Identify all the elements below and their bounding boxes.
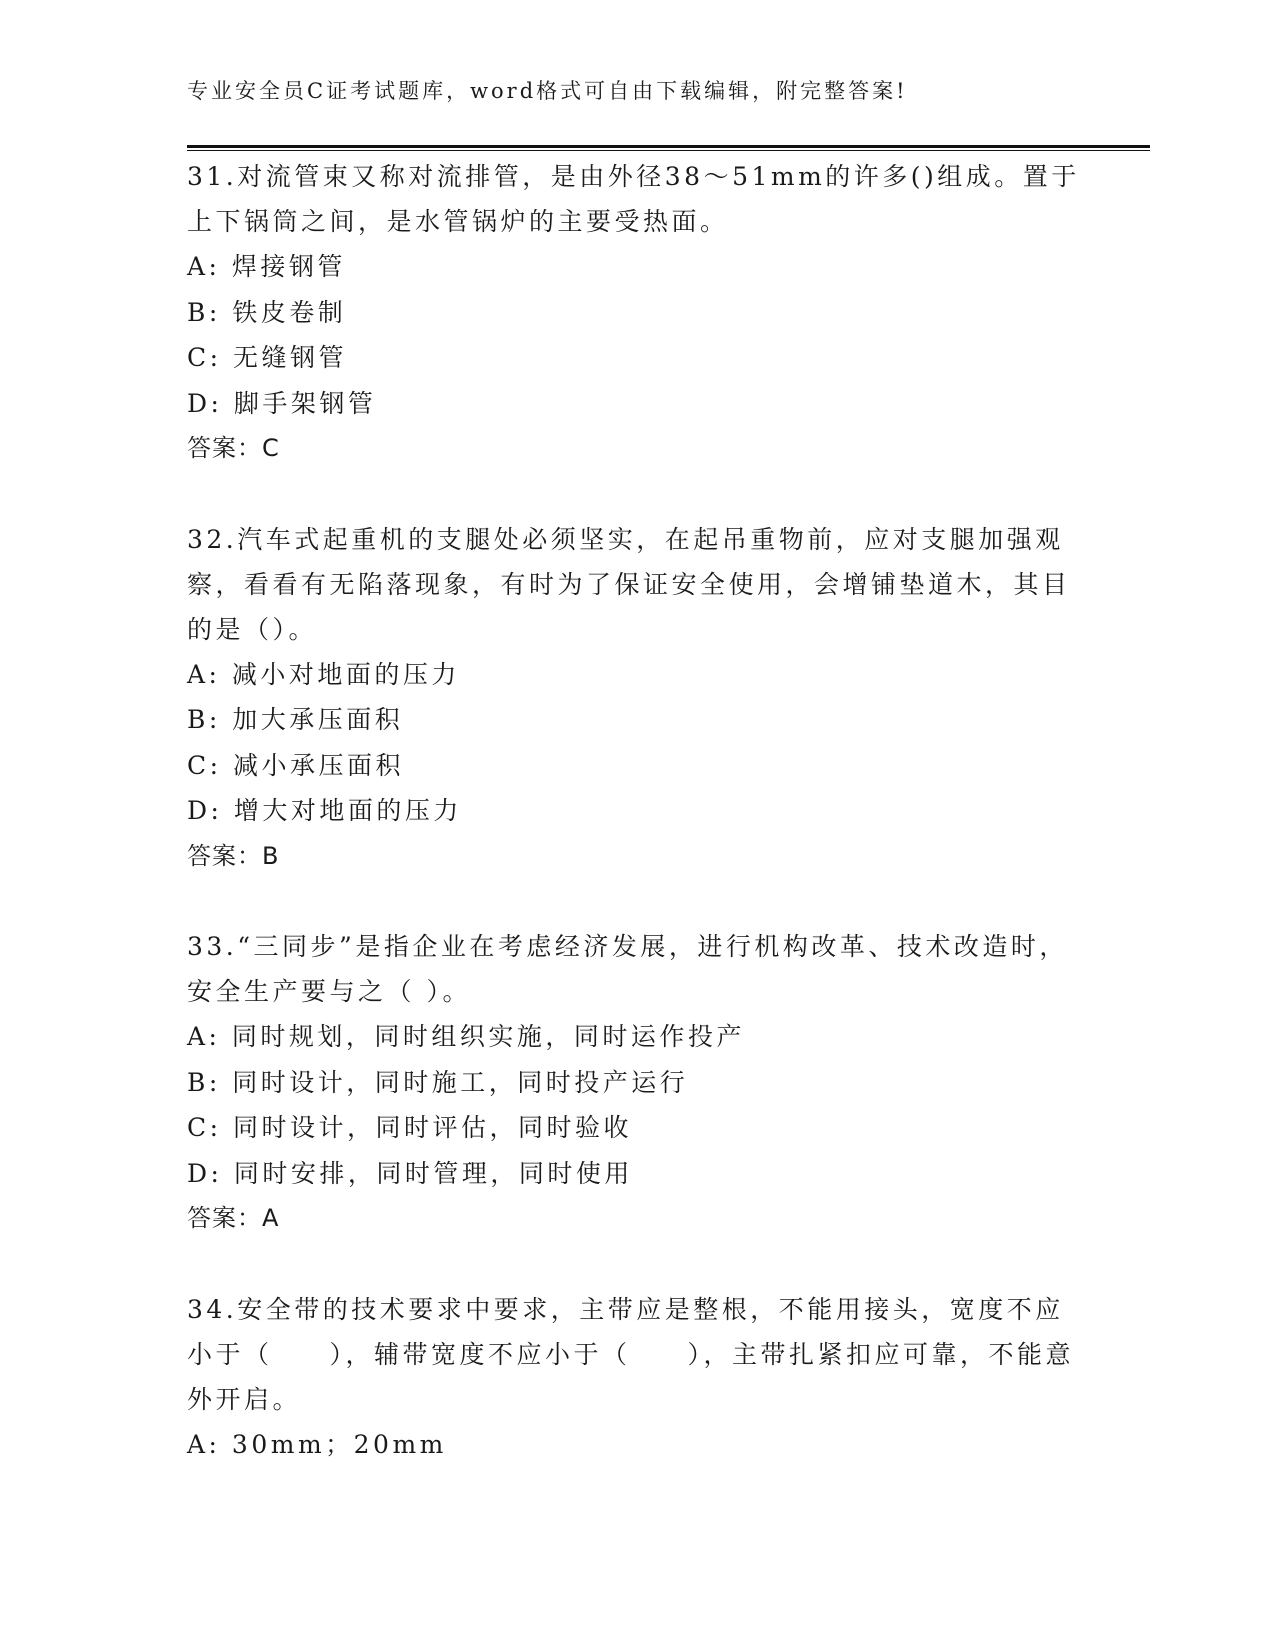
answer-line: 答案：B	[187, 841, 280, 870]
question-stem: 31.对流管束又称对流排管，是由外径38～51mm的许多()组成。置于上下锅筒之间，是水管锅炉的主要受热面。	[187, 162, 1080, 236]
question-34	[187, 1287, 1087, 1468]
option-d: D: 增大对地面的压力	[187, 796, 462, 825]
option-b: B: 加大承压面积	[187, 705, 404, 734]
option-c: C: 减小承压面积	[187, 750, 404, 780]
header-divider-thin	[187, 150, 1150, 151]
option-d: D: 同时安排，同时管理，同时使用	[187, 1158, 633, 1188]
question-stem: 33.“三同步”是指企业在考虑经济发展，进行机构改革、技术改造时，安全生产要与之（ ）。	[187, 932, 1068, 1006]
header-divider	[187, 145, 1150, 148]
question-32	[187, 517, 1087, 880]
option-a: A: 同时规划，同时组织实施，同时运作投产	[187, 1022, 745, 1051]
option-d: D: 脚手架钢管	[187, 388, 377, 418]
question-31	[187, 154, 1087, 472]
page-header: 专业安全员C证考试题库，word格式可自由下载编辑，附完整答案!	[187, 79, 908, 103]
question-stem: 32.汽车式起重机的支腿处必须坚实，在起吊重物前，应对支腿加强观察，看看有无陷落现象，有时为了保证安全使用，会增铺垫道木，其目的是（）。	[187, 524, 1071, 644]
answer-line: 答案：A	[187, 1204, 280, 1232]
option-b: B: 铁皮卷制	[187, 297, 347, 327]
option-a: A: 30mm；20mm	[187, 1429, 447, 1459]
question-stem: 34.安全带的技术要求中要求，主带应是整根，不能用接头，宽度不应小于（ ），辅带宽度不应小于（ ），主带扎紧扣应可靠，不能意外开启。	[187, 1294, 1075, 1414]
option-a: A: 减小对地面的压力	[187, 659, 460, 689]
option-a: A: 焊接钢管	[187, 252, 346, 281]
option-c: C: 无缝钢管	[187, 343, 347, 372]
answer-line: 答案：C	[187, 434, 280, 462]
option-c: C: 同时设计，同时评估，同时验收	[187, 1113, 632, 1142]
option-b: B: 同时设计，同时施工，同时投产运行	[187, 1067, 689, 1097]
question-33	[187, 924, 1087, 1242]
question-list	[187, 154, 1087, 1512]
